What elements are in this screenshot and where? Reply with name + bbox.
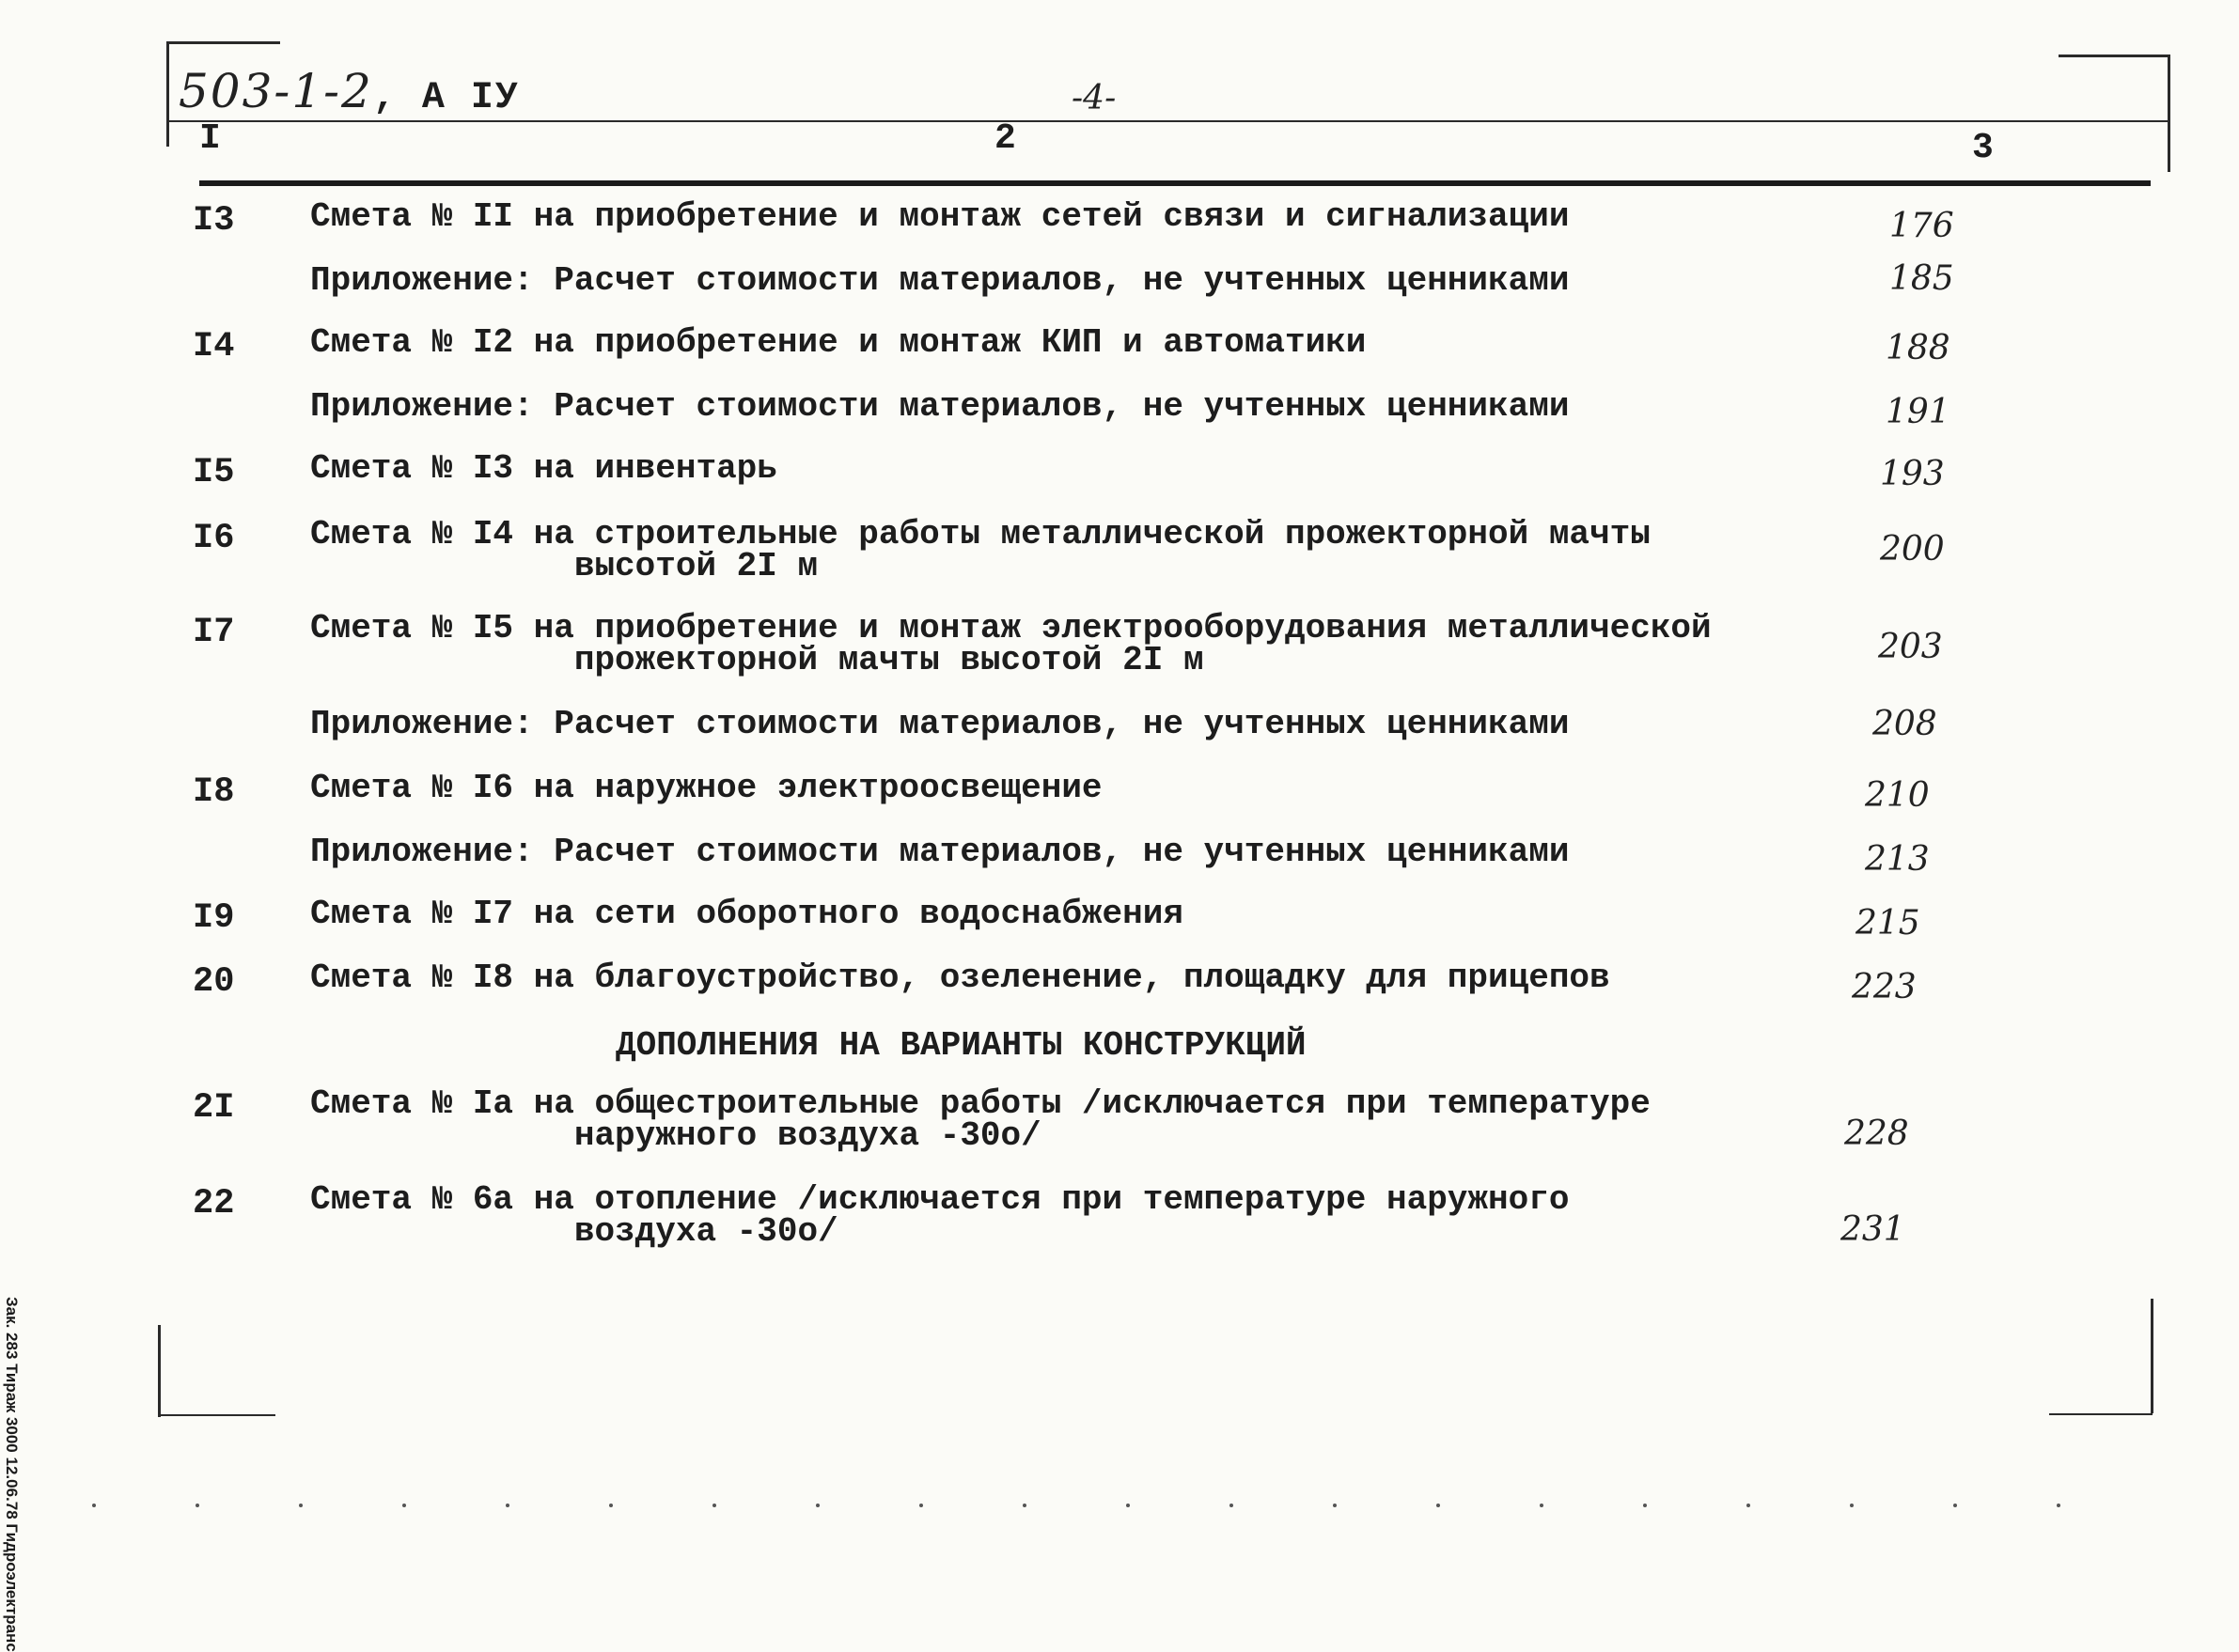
row-title: Приложение: Расчет стоимости материалов, не учтенных ценниками	[310, 261, 1570, 300]
row-title: Смета № I4 на строительные работы металлической прожекторной мачты высотой 2I м	[310, 515, 1651, 585]
row-page: 223	[1852, 968, 1917, 1006]
row-page: 203	[1878, 628, 1943, 666]
row-page: 185	[1889, 259, 1954, 298]
document-code-number: 503-1-2	[179, 64, 373, 118]
scan-edge-dots	[85, 1496, 2153, 1515]
column-header-3: 3	[1972, 128, 1994, 168]
row-page: 176	[1889, 207, 1954, 245]
row-title: Смета № II на приобретение и монтаж сетей связи и сигнализации	[310, 197, 1570, 236]
column-header-2: 2	[994, 118, 1016, 159]
row-number: I4	[193, 327, 235, 366]
row-title: Приложение: Расчет стоимости материалов, не учтенных ценниками	[310, 705, 1570, 743]
row-title: Смета № I6 на наружное электроосвещение	[310, 769, 1103, 807]
page-number: -4-	[1072, 79, 1117, 117]
row-title: Смета № I7 на сети оборотного водоснабжения	[310, 895, 1183, 933]
row-title: Приложение: Расчет стоимости материалов, не учтенных ценниками	[310, 387, 1570, 426]
row-page: 200	[1880, 530, 1945, 569]
row-title: Смета № I8 на благоустройство, озеленение, площадку для прицепов	[310, 958, 1610, 997]
row-number: 20	[193, 962, 235, 1002]
column-header-1: I	[199, 118, 221, 159]
row-page: 215	[1855, 904, 1920, 943]
print-side-note: Зак. 283 Тираж 3000 12.06.78 Гидроэлектранс	[3, 1297, 21, 1652]
row-title: Смета № I5 на приобретение и монтаж электрооборудования металлической прожекторной мачты высотой 2I м	[310, 609, 1712, 679]
row-title: Смета № 6а на отопление /исключается при температуре наружного воздуха -30о/	[310, 1180, 1570, 1251]
row-title: Смета № Iа на общестроительные работы /исключается при температуре наружного воздуха -30о/	[310, 1084, 1651, 1155]
row-page: 188	[1886, 329, 1950, 367]
row-page: 213	[1865, 840, 1930, 879]
row-page: 191	[1886, 393, 1950, 431]
row-number: I7	[193, 613, 235, 652]
section-title: ДОПОЛНЕНИЯ НА ВАРИАНТЫ КОНСТРУКЦИЙ	[616, 1026, 1307, 1065]
row-number: I3	[193, 201, 235, 241]
row-title: Смета № I3 на инвентарь	[310, 449, 777, 488]
document-code-mark: , А IУ	[372, 77, 520, 119]
row-number: 22	[193, 1184, 235, 1223]
row-page: 210	[1865, 776, 1930, 815]
row-page: 208	[1872, 705, 1937, 743]
row-number: I8	[193, 772, 235, 812]
row-page: 193	[1880, 455, 1945, 493]
row-page: 231	[1840, 1210, 1905, 1249]
row-number: I5	[193, 453, 235, 492]
row-title: Смета № I2 на приобретение и монтаж КИП и автоматики	[310, 323, 1367, 362]
row-title: Приложение: Расчет стоимости материалов, не учтенных ценниками	[310, 833, 1570, 871]
row-number: I9	[193, 898, 235, 938]
row-page: 228	[1844, 1114, 1909, 1153]
row-number: I6	[193, 519, 235, 558]
row-number: 2I	[193, 1088, 235, 1128]
